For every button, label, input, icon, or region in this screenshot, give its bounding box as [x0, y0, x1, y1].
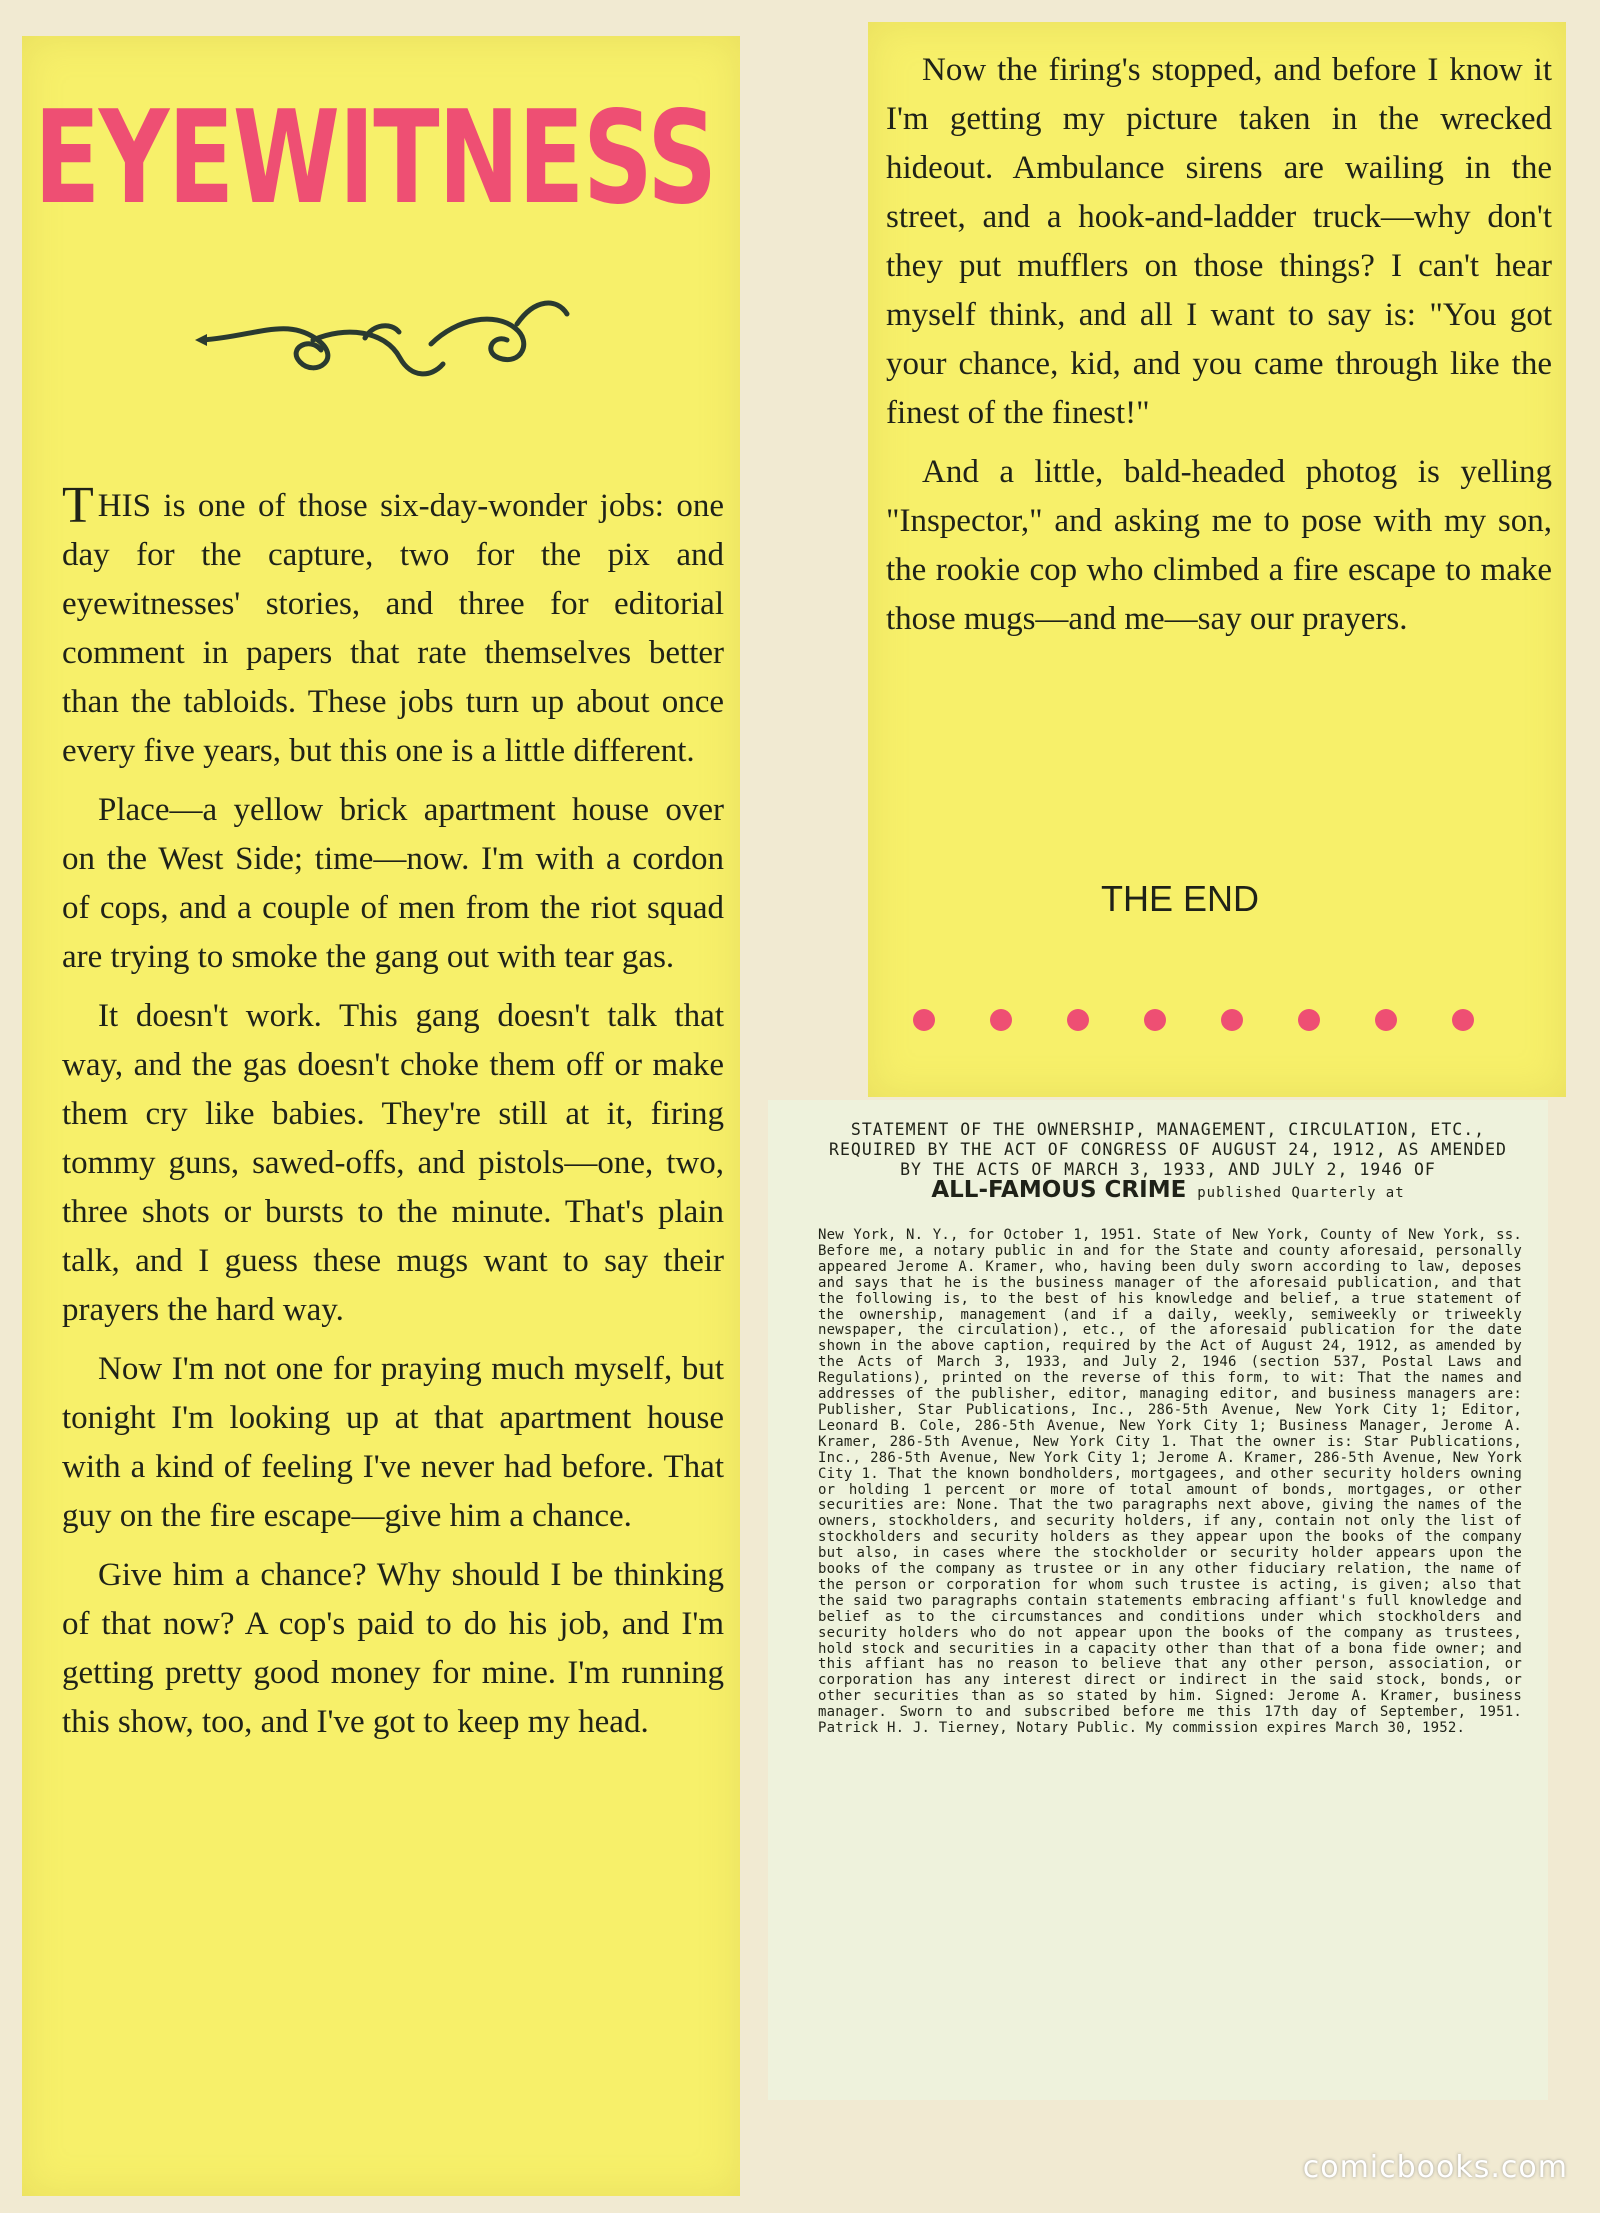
ownership-statement	[768, 1100, 1548, 2100]
site-watermark: comicbooks.com	[1302, 2150, 1568, 2185]
statement-heading-text: STATEMENT OF THE OWNERSHIP, MANAGEMENT, CIRCULATION, ETC., REQUIRED BY THE ACT OF CONGRESS OF AUGUST 24, 1912, AS AMENDED BY THE ACTS OF MARCH 3, 1933, AND JULY 2, 1946 OF	[829, 1120, 1507, 1179]
paragraph: Place—a yellow brick apartment house over on the West Side; time—now. I'm with a cordon of cops, and a couple of men from the riot squad are trying to smoke the gang out with tear gas.	[62, 792, 724, 975]
paragraph: Give him a chance? Why should I be thinking of that now? A cop's paid to do his job, and I'm getting pretty good money for mine. I'm running this show, too, and I've got to keep my head.	[62, 1557, 724, 1740]
scroll-ornament-icon	[195, 278, 575, 388]
paragraph: Now I'm not one for praying much myself, but tonight I'm looking up at that apartment house with a kind of feeling I've never had before. That guy on the fire escape—give him a chance.	[62, 1351, 724, 1534]
statement-body: New York, N. Y., for October 1, 1951. State of New York, County of New York, ss. Before me, a notary public in and for the State and county aforesaid, personally appeared Jerome A. Kramer, who, having been duly sworn according to law, deposes and says that he is the business manager of the aforesaid publication, and that the following is, to the best of his knowledge and belief, a true statement of the ownership, management (and if a daily, weekly, semiweekly or triweekly newspaper, the circulation), etc., of the aforesaid publication for the date shown in the above caption, required by the Act of August 24, 1912, as amended by the Acts of March 3, 1933, and July 2, 1946 (section 537, Postal Laws and Regulations), printed on the reverse of this form, to wit: That the names and addresses of the publisher, editor, managing editor, and business managers are: Publisher, Star Publications, Inc., 286-5th Avenue, New York City 1; Editor, Leonard B. Cole, 286-5th Avenue, New York City 1; Business Manager, Jerome A. Kramer, 286-5th Avenue, New York City 1. That the owner is: Star Publications, Inc., 286-5th Avenue, New York City 1; Jerome A. Kramer, 286-5th Avenue, New York City 1. That the known bondholders, mortgagees, and other security holders owning or holding 1 percent or more of total amount of bonds, mortgages, or other securities are: None. That the two paragraphs next above, giving the names of the owners, stockholders, and security holders, if any, contain not only the list of stockholders and security holders as they appear upon the books of the company but also, in cases where the stockholder or security holder appears upon the books of the company as trustee or in any other fiduciary relation, the name of the person or corporation for whom such trustee is acting, is given; also that the said two paragraphs contain statements embracing affiant's full knowledge and belief as to the circumstances and conditions under which stockholders and security holders who do not appear upon the books of the company as trustees, hold stock and securities in a capacity other than that of a bona fide owner; and this affiant has no reason to believe that any other person, association, or corporation has any interest direct or indirect in the said stock, bonds, or other securities than as so stated by him. Signed: Jerome A. Kramer, business manager. Sworn to and subscribed before me this 17th day of September, 1951. Patrick H. J. Tierney, Notary Public. My commission expires March 30, 1952.	[818, 1227, 1522, 1737]
paragraph: It doesn't work. This gang doesn't talk that way, and the gas doesn't choke them off or make them cry like babies. They're still at it, firing tommy guns, sawed-offs, and pistols—one, two, three shots or bursts to the minute. That's plain talk, and I guess these mugs want to say their prayers the hard way.	[62, 998, 724, 1328]
dot-divider-icon	[910, 1000, 1480, 1040]
drop-cap: T	[62, 477, 94, 534]
story-text-right	[886, 46, 1552, 654]
paragraph: Now the firing's stopped, and before I know it I'm getting my picture taken in the wrecked hideout. Ambulance sirens are wailing in the street, and a hook-and-ladder truck—why don't they put mufflers on those things? I can't hear myself think, and all I want to say is: "You got your chance, kid, and you came through like the finest of the finest!"	[886, 52, 1552, 431]
story-text-left	[62, 477, 724, 1757]
paragraph	[62, 477, 724, 776]
story-title: EYEWITNESS	[34, 84, 716, 233]
statement-heading	[818, 1120, 1518, 1203]
published-note: published Quarterly at	[1197, 1185, 1405, 1201]
paragraph-text: HIS is one of those six-day-wonder jobs: one day for the capture, two for the pix and eyewitnesses' stories, and three for editorial comment in papers that rate themselves better than the tabloids. These jobs turn up about once every five years, but this one is a little different.	[62, 488, 724, 769]
the-end-label: THE END	[1100, 878, 1259, 919]
publication-title: ALL-FAMOUS CRIME	[931, 1177, 1187, 1203]
paragraph: And a little, bald-headed photog is yelling "Inspector," and asking me to pose with my son, the rookie cop who climbed a fire escape to make those mugs—and me—say our prayers.	[886, 454, 1552, 637]
